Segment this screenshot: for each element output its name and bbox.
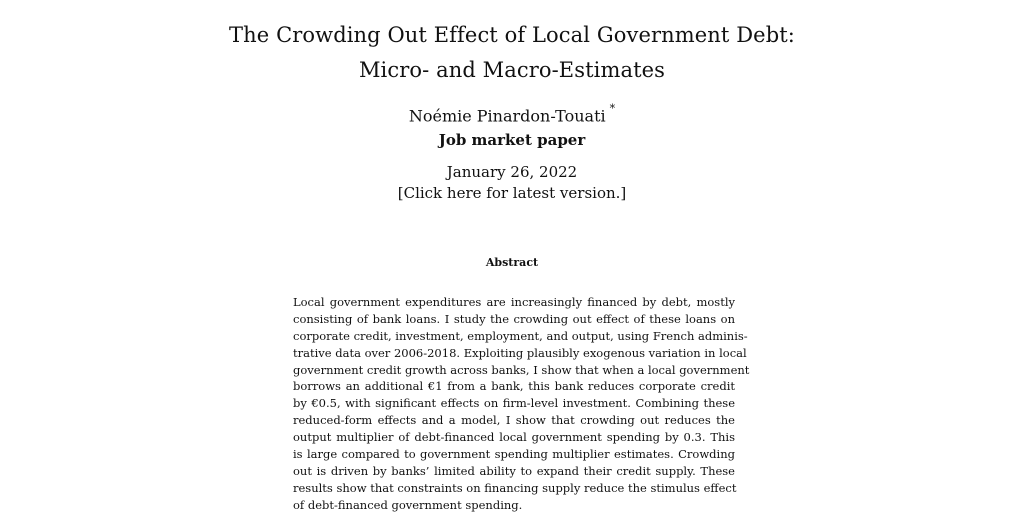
author-name: Noémie Pinardon-Touati [408,106,606,126]
abstract-line: of debt-financed government spending. [293,497,523,512]
job-market-label: Job market paper [438,131,586,149]
latest-version-link[interactable]: [Click here for latest version.] [397,184,627,202]
author-footnote-mark[interactable]: * [609,102,616,115]
abstract-line: by €0.5, with significant effects on firm-level investment. Combining these [293,396,735,411]
abstract-heading: Abstract [485,256,539,269]
abstract-line: output multiplier of debt-financed local government spending by 0.3. This [293,430,735,445]
abstract-line: borrows an additional €1 from a bank, this bank reduces corporate credit [293,379,735,394]
paper-title-line-2: Micro- and Macro-Estimates [358,58,666,82]
abstract-line: trative data over 2006-2018. Exploiting plausibly exogenous variation in local [293,345,747,360]
author-line [0,102,1024,126]
abstract-line: results show that constraints on financing supply reduce the stimulus effect [293,480,737,495]
paper-date: January 26, 2022 [446,163,578,181]
abstract-line: reduced-form effects and a model, I show that crowding out reduces the [293,413,735,428]
abstract-line: corporate credit, investment, employment, and output, using French adminis- [293,328,748,343]
abstract-line: consisting of bank loans. I study the crowding out effect of these loans on [293,311,735,326]
abstract-line: is large compared to government spending multiplier estimates. Crowding [293,447,735,462]
abstract-body [293,294,750,514]
abstract-line: out is driven by banks’ limited ability to expand their credit supply. These [293,463,735,478]
abstract-line: government credit growth across banks, I show that when a local government [293,362,750,377]
paper-title-line-1: The Crowding Out Effect of Local Government Debt: [229,23,795,47]
latest-version-link-wrapper [0,186,1024,201]
abstract-line: Local government expenditures are increasingly financed by debt, mostly [293,295,735,309]
